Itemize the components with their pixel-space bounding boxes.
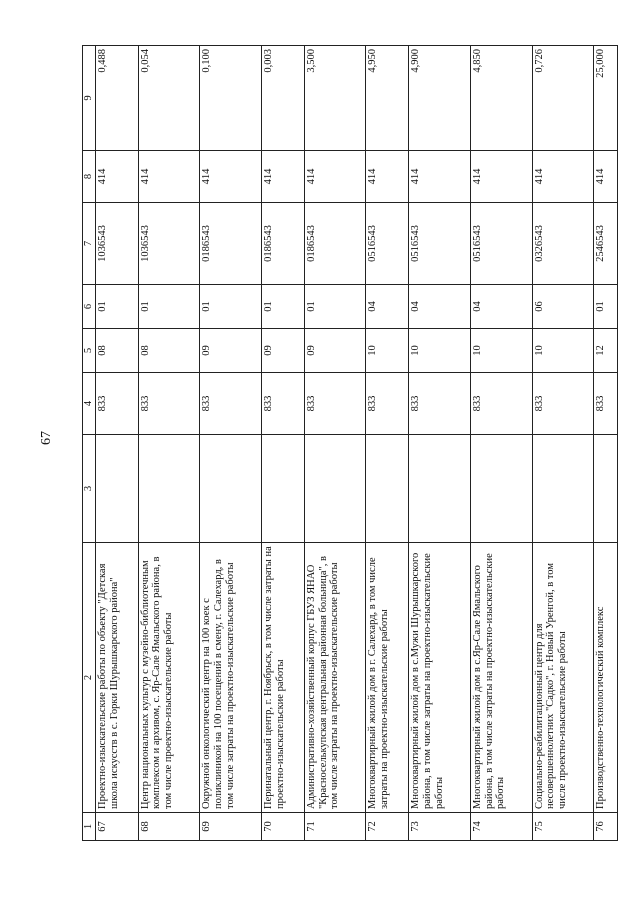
section-code: 10 xyxy=(409,329,471,373)
section-code: 08 xyxy=(138,329,200,373)
grbs-code: 833 xyxy=(138,373,200,435)
table-row xyxy=(532,46,594,841)
target-article-code: 0326543 xyxy=(532,203,594,285)
row-number: 70 xyxy=(262,813,305,841)
grbs-code: 833 xyxy=(304,373,366,435)
expense-type-code: 414 xyxy=(366,151,409,203)
header-cell: 6 xyxy=(83,285,96,329)
table-row xyxy=(138,46,200,841)
header-cell: 3 xyxy=(83,435,96,543)
amount: 0,488 xyxy=(96,46,139,151)
amount: 4,900 xyxy=(409,46,471,151)
object-name: Проектно-изыскательские работы по объекту "Детская школа искусств в с. Горки Шурышкарского района" xyxy=(96,543,139,813)
grbs-code: 833 xyxy=(470,373,532,435)
section-code: 12 xyxy=(594,329,618,373)
header-cell: 9 xyxy=(83,46,96,151)
amount: 4,850 xyxy=(470,46,532,151)
amount: 0,054 xyxy=(138,46,200,151)
subsection-code: 01 xyxy=(200,285,262,329)
column-3-cell xyxy=(262,435,305,543)
column-3-cell xyxy=(200,435,262,543)
grbs-code: 833 xyxy=(96,373,139,435)
column-3-cell xyxy=(470,435,532,543)
object-name: Перинатальный центр, г. Ноябрьск, в том числе затраты на проектно-изыскательские работы xyxy=(262,543,305,813)
column-3-cell xyxy=(594,435,618,543)
table-row xyxy=(96,46,139,841)
header-cell: 1 xyxy=(83,813,96,841)
table-row xyxy=(262,46,305,841)
column-3-cell xyxy=(532,435,594,543)
section-code: 09 xyxy=(304,329,366,373)
column-3-cell xyxy=(138,435,200,543)
expense-type-code: 414 xyxy=(138,151,200,203)
object-name: Многоквартирный жилой дом в с.Мужи Шурышкарского района, в том числе затраты на проектно-изыскательские работы xyxy=(409,543,471,813)
section-code: 09 xyxy=(200,329,262,373)
subsection-code: 01 xyxy=(304,285,366,329)
row-number: 69 xyxy=(200,813,262,841)
section-code: 10 xyxy=(366,329,409,373)
amount: 3,500 xyxy=(304,46,366,151)
amount: 4,950 xyxy=(366,46,409,151)
object-name: Административно-хозяйственный корпус ГБУЗ ЯНАО "Красноселькупская центральная районная больница", в том числе затраты на проектно-изыскательские работы xyxy=(304,543,366,813)
table-row xyxy=(200,46,262,841)
object-name: Производственно-технологический комплекс xyxy=(594,543,618,813)
subsection-code: 06 xyxy=(532,285,594,329)
expense-type-code: 414 xyxy=(262,151,305,203)
amount: 0,726 xyxy=(532,46,594,151)
grbs-code: 833 xyxy=(200,373,262,435)
subsection-code: 04 xyxy=(366,285,409,329)
target-article-code: 1036543 xyxy=(96,203,139,285)
target-article-code: 0186543 xyxy=(200,203,262,285)
object-name: Окружной онкологический центр на 100 коек с поликлиникой на 100 посещений в смену, г. Салехард, в том числе затраты на проектно-изыскательские работы xyxy=(200,543,262,813)
subsection-code: 01 xyxy=(96,285,139,329)
subsection-code: 04 xyxy=(470,285,532,329)
budget-table xyxy=(82,45,618,841)
target-article-code: 2546543 xyxy=(594,203,618,285)
object-name: Многоквартирный жилой дом в с.Яр-Сале Ямальского района, в том числе затраты на проектно-изыскательские работы xyxy=(470,543,532,813)
expense-type-code: 414 xyxy=(200,151,262,203)
target-article-code: 0516543 xyxy=(409,203,471,285)
row-number: 76 xyxy=(594,813,618,841)
section-code: 10 xyxy=(470,329,532,373)
section-code: 10 xyxy=(532,329,594,373)
grbs-code: 833 xyxy=(594,373,618,435)
table-row xyxy=(409,46,471,841)
page-number: 67 xyxy=(39,431,54,445)
section-code: 08 xyxy=(96,329,139,373)
object-name: Центр национальных культур с музейно-библиотечным комплексом и архивом, с. Яр-Сале Ямальского района, в том числе проектно-изыскательские работы xyxy=(138,543,200,813)
header-cell: 7 xyxy=(83,203,96,285)
table-row xyxy=(470,46,532,841)
subsection-code: 01 xyxy=(262,285,305,329)
subsection-code: 04 xyxy=(409,285,471,329)
header-row xyxy=(83,46,96,841)
row-number: 72 xyxy=(366,813,409,841)
expense-type-code: 414 xyxy=(470,151,532,203)
target-article-code: 1036543 xyxy=(138,203,200,285)
header-cell: 5 xyxy=(83,329,96,373)
row-number: 75 xyxy=(532,813,594,841)
header-cell: 2 xyxy=(83,543,96,813)
expense-type-code: 414 xyxy=(96,151,139,203)
subsection-code: 01 xyxy=(138,285,200,329)
target-article-code: 0186543 xyxy=(304,203,366,285)
header-cell: 4 xyxy=(83,373,96,435)
grbs-code: 833 xyxy=(532,373,594,435)
expense-type-code: 414 xyxy=(409,151,471,203)
expense-type-code: 414 xyxy=(304,151,366,203)
object-name: Социально-реабилитационный центр для несовершеннолетних "Садко", г. Новый Уренгой, в том числе проектно-изыскательские работы xyxy=(532,543,594,813)
row-number: 73 xyxy=(409,813,471,841)
table-row xyxy=(304,46,366,841)
amount: 25,000 xyxy=(594,46,618,151)
grbs-code: 833 xyxy=(366,373,409,435)
expense-type-code: 414 xyxy=(532,151,594,203)
expense-type-code: 414 xyxy=(594,151,618,203)
subsection-code: 01 xyxy=(594,285,618,329)
row-number: 74 xyxy=(470,813,532,841)
grbs-code: 833 xyxy=(409,373,471,435)
table-row xyxy=(366,46,409,841)
column-3-cell xyxy=(366,435,409,543)
column-3-cell xyxy=(409,435,471,543)
budget-table-container xyxy=(82,46,618,841)
row-number: 67 xyxy=(96,813,139,841)
row-number: 68 xyxy=(138,813,200,841)
target-article-code: 0516543 xyxy=(470,203,532,285)
amount: 0,100 xyxy=(200,46,262,151)
section-code: 09 xyxy=(262,329,305,373)
row-number: 71 xyxy=(304,813,366,841)
target-article-code: 0186543 xyxy=(262,203,305,285)
object-name: Многоквартирный жилой дом в г. Салехард, в том числе затраты на проектно-изыскательские работы xyxy=(366,543,409,813)
header-cell: 8 xyxy=(83,151,96,203)
column-3-cell xyxy=(304,435,366,543)
amount: 0,003 xyxy=(262,46,305,151)
column-3-cell xyxy=(96,435,139,543)
grbs-code: 833 xyxy=(262,373,305,435)
table-row xyxy=(594,46,618,841)
target-article-code: 0516543 xyxy=(366,203,409,285)
